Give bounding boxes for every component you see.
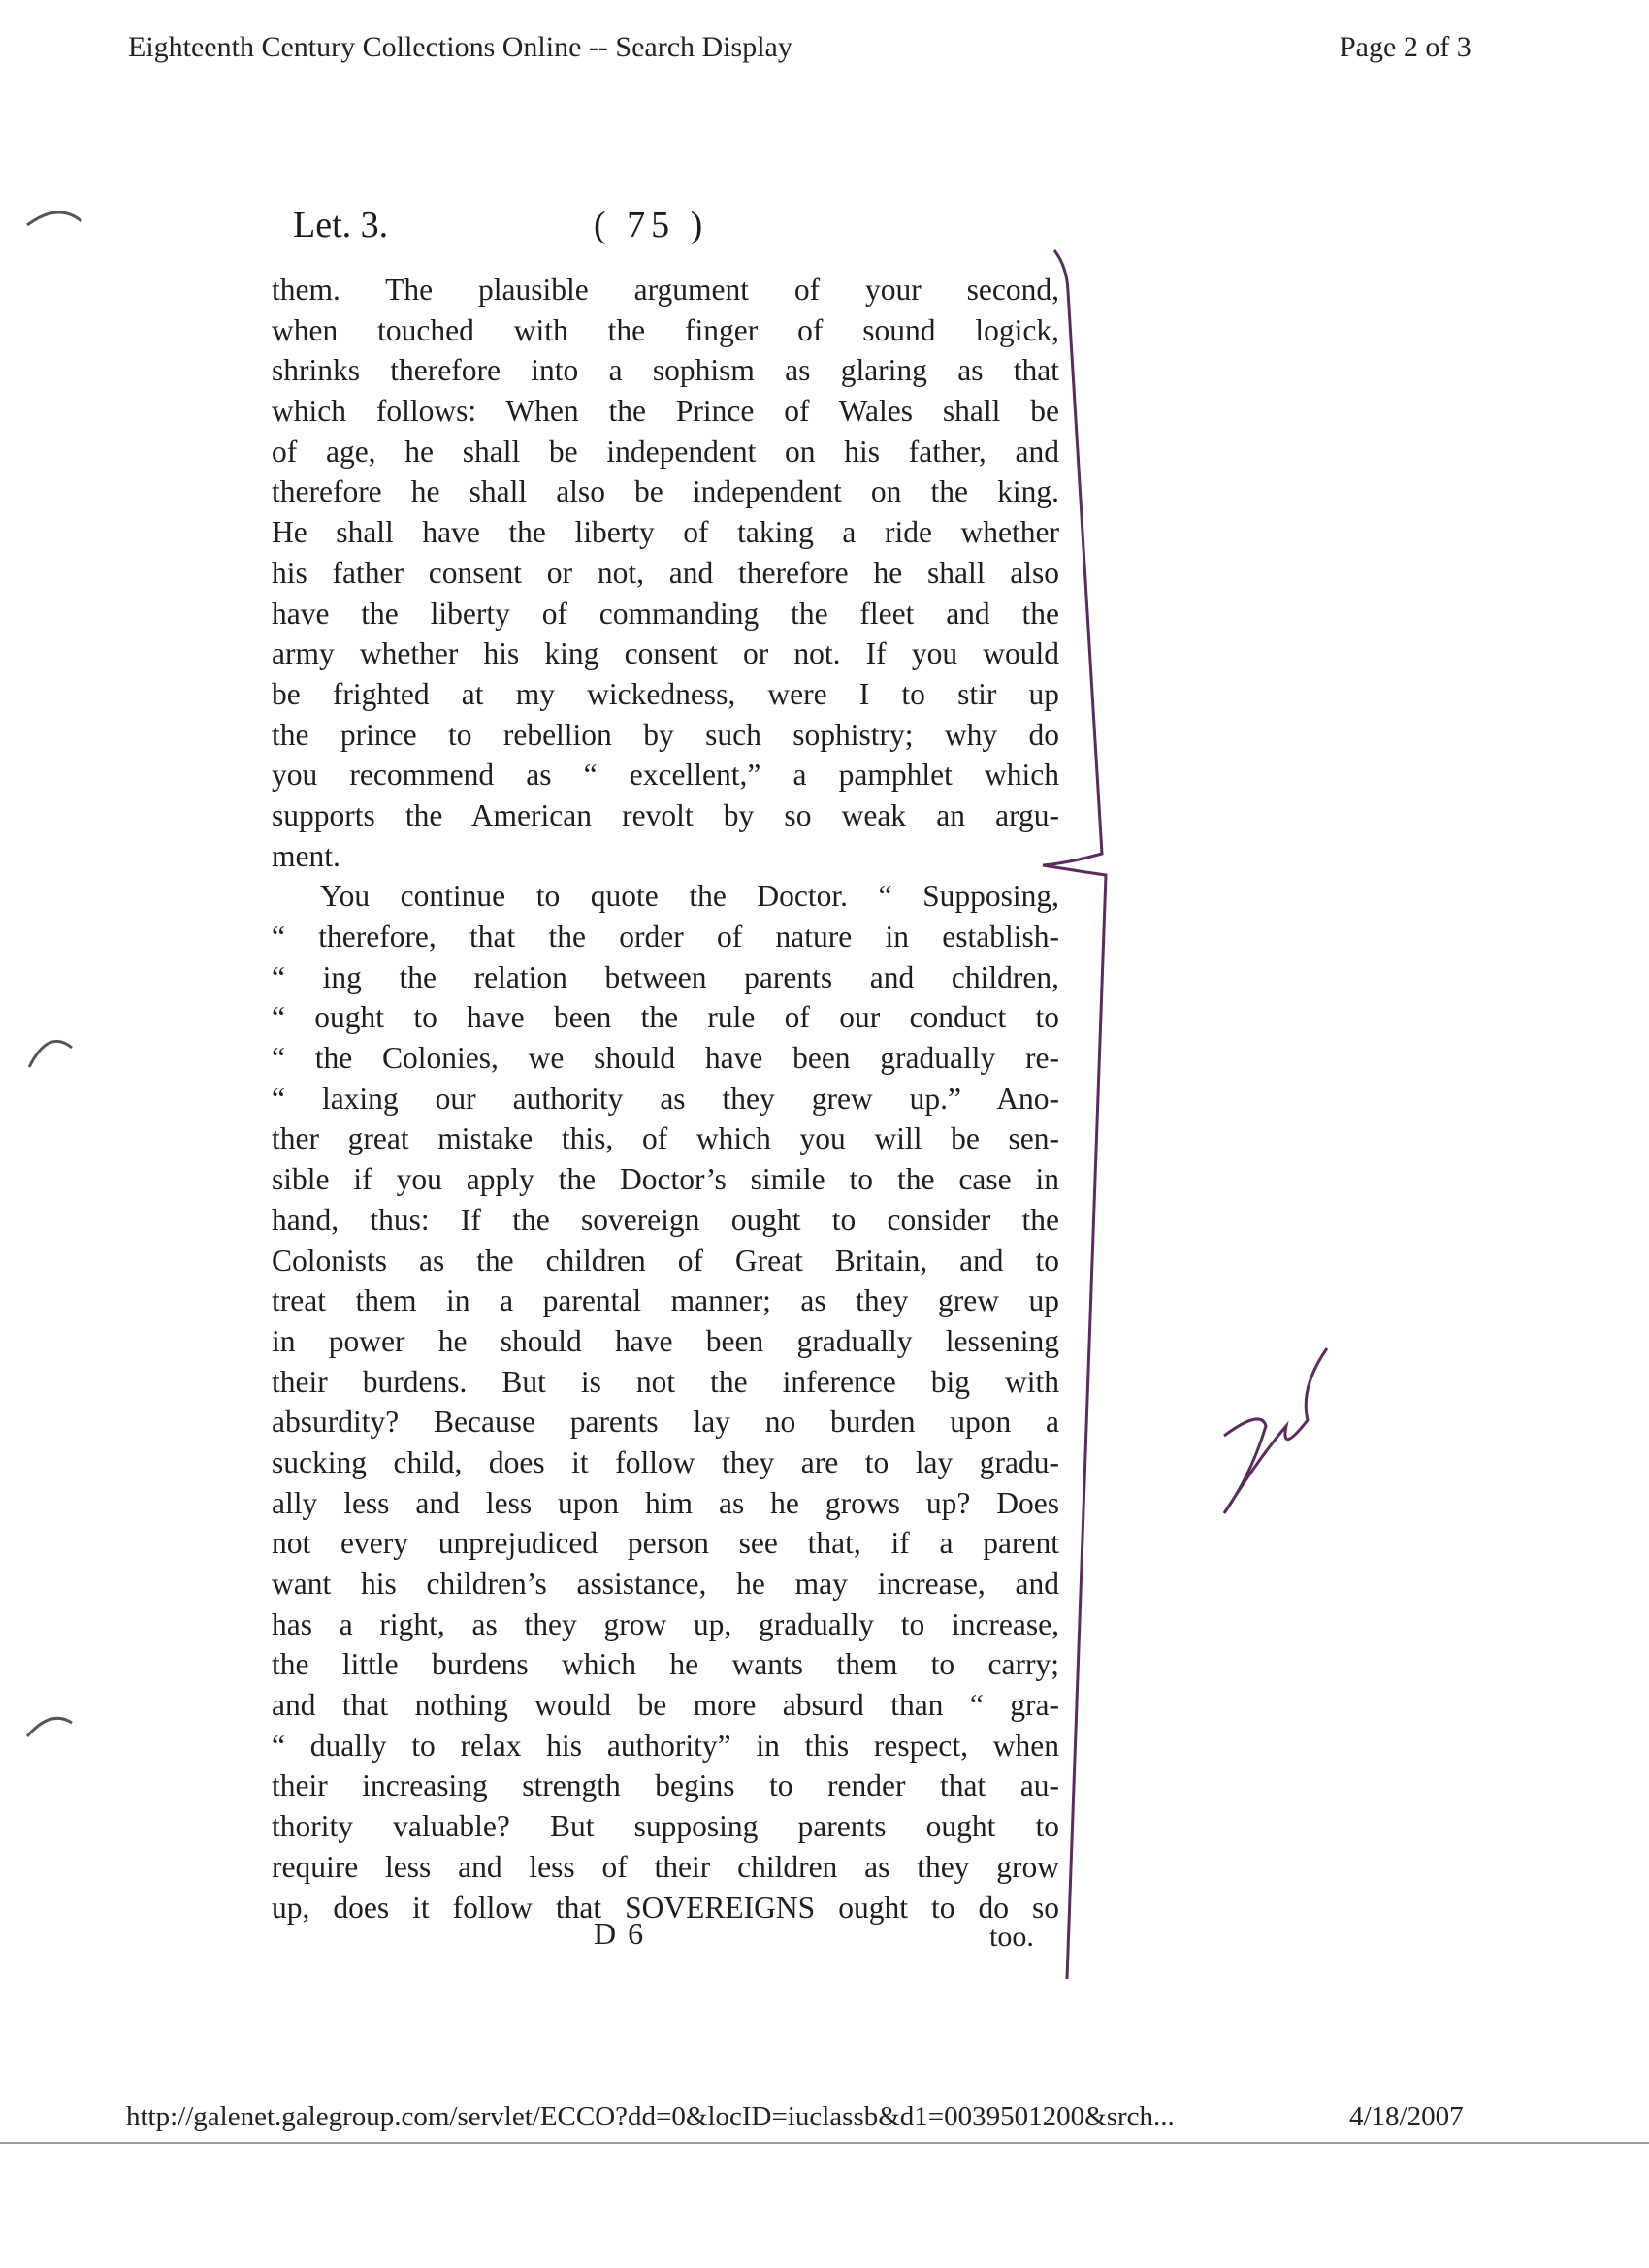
text-line: in power he should have been gradually lessening <box>272 1323 1059 1358</box>
text-line: therefore he shall also be independent on the king. <box>272 474 1059 509</box>
page-indicator: Page 2 of 3 <box>1340 31 1471 63</box>
catchword: too. <box>989 1921 1034 1953</box>
text-line: require less and less of their children as they grow <box>272 1849 1059 1884</box>
text-line: treat them in a parental manner; as they grew up <box>272 1283 1059 1318</box>
page-number: ( 75 ) <box>594 205 709 245</box>
text-line: want his children’s assistance, he may increase, and <box>272 1567 1059 1601</box>
text-line: their burdens. But is not the inference big with <box>272 1364 1059 1399</box>
text-line: the little burdens which he wants them to carry; <box>272 1647 1059 1682</box>
text-line: ther great mistake this, of which you will be sen- <box>272 1121 1059 1156</box>
text-line: army whether his king consent or not. If you would <box>272 636 1059 671</box>
text-line: and that nothing would be more absurd than “ gra- <box>272 1688 1059 1723</box>
text-line: “ therefore, that the order of nature in establish- <box>272 920 1059 954</box>
text-line: “ ing the relation between parents and children, <box>272 959 1059 994</box>
text-line: have the liberty of commanding the fleet and the <box>272 596 1059 631</box>
text-line: “ the Colonies, we should have been gradually re- <box>272 1041 1059 1076</box>
document-title: Eighteenth Century Collections Online -- Search Display <box>128 31 792 63</box>
text-line: them. The plausible argument of your second, <box>272 273 1059 307</box>
text-line: the prince to rebellion by such sophistry; why do <box>272 717 1059 752</box>
punch-hole-mark <box>29 1041 72 1067</box>
text-line: their increasing strength begins to render that au- <box>272 1768 1059 1803</box>
margin-bracket-line <box>1043 250 1106 1979</box>
punch-hole-mark <box>27 212 81 225</box>
text-line: sible if you apply the Doctor’s simile to the case in <box>272 1162 1059 1197</box>
text-line: sucking child, does it follow they are to lay gradu- <box>272 1444 1059 1479</box>
source-url: http://galenet.galegroup.com/servlet/ECCO?dd=0&locID=iuclassb&d1=0039501200&srch... <box>126 2101 1175 2132</box>
text-line: supports the American revolt by so weak an argu- <box>272 797 1059 832</box>
punch-hole-mark <box>27 1718 72 1736</box>
print-date: 4/18/2007 <box>1349 2101 1464 2132</box>
text-line: shrinks therefore into a sophism as glaring as that <box>272 353 1059 388</box>
handwritten-initials <box>1224 1348 1327 1513</box>
text-line: He shall have the liberty of taking a ride whether <box>272 515 1059 550</box>
text-line: “ dually to relax his authority” in this respect, when <box>272 1728 1059 1763</box>
text-line: hand, thus: If the sovereign ought to consider the <box>272 1202 1059 1237</box>
running-head: Let. 3. <box>293 205 389 245</box>
text-line: Colonists as the children of Great Britain, and to <box>272 1243 1059 1278</box>
text-line: when touched with the finger of sound logick, <box>272 312 1059 347</box>
text-line: You continue to quote the Doctor. “ Supposing, <box>320 879 1059 914</box>
text-line: be frighted at my wickedness, were I to stir up <box>272 676 1059 711</box>
text-line: “ laxing our authority as they grew up.” Ano- <box>272 1081 1059 1116</box>
text-line: up, does it follow that SOVEREIGNS ought to do so <box>272 1890 1059 1925</box>
text-line: not every unprejudiced person see that, if a parent <box>272 1526 1059 1561</box>
text-line: absurdity? Because parents lay no burden upon a <box>272 1405 1059 1440</box>
text-line: “ ought to have been the rule of our conduct to <box>272 1000 1059 1035</box>
footer-divider <box>0 2142 1649 2144</box>
text-line: his father consent or not, and therefore he shall also <box>272 555 1059 590</box>
text-line: of age, he shall be independent on his father, and <box>272 434 1059 469</box>
text-line: ment. <box>272 838 340 873</box>
signature-mark: D 6 <box>594 1916 646 1951</box>
text-line: ally less and less upon him as he grows up? Does <box>272 1485 1059 1520</box>
text-line: which follows: When the Prince of Wales shall be <box>272 394 1059 429</box>
text-line: thority valuable? But supposing parents ought to <box>272 1809 1059 1844</box>
text-line: has a right, as they grow up, gradually to increase, <box>272 1606 1059 1641</box>
text-line: you recommend as “ excellent,” a pamphlet which <box>272 758 1059 793</box>
